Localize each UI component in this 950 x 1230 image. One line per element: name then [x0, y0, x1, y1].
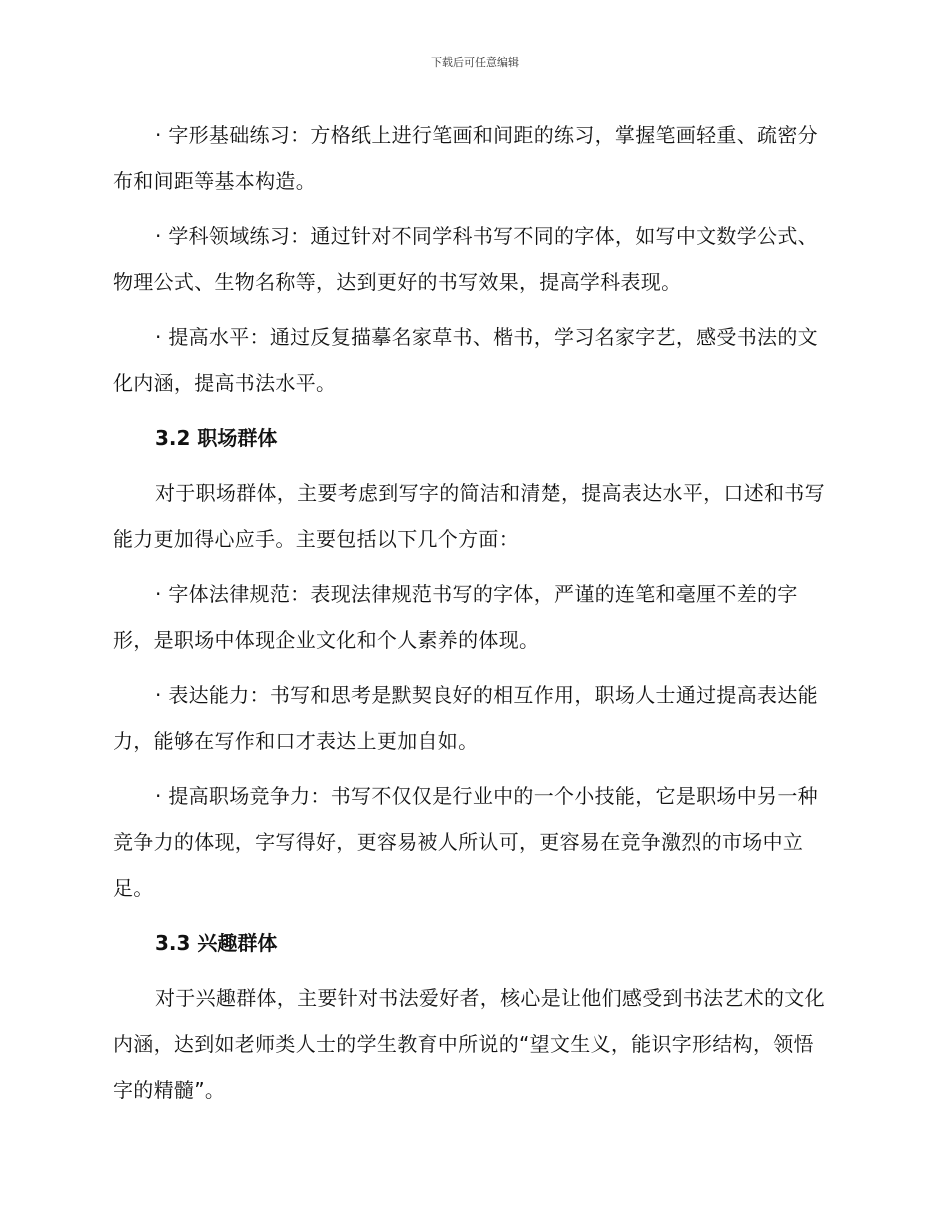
section-heading-workplace: 3.2 职场群体	[155, 426, 278, 450]
page-header: 下载后可任意编辑	[431, 56, 519, 69]
section-heading-interest: 3.3 兴趣群体	[155, 931, 278, 955]
paragraph-subject-practice: · 学科领域练习：通过针对不同学科书写不同的字体，如写中文数学公式、物理公式、生物名称等，达到更好的书写效果，提高学科表现。	[113, 224, 818, 294]
paragraph-expression: · 表达能力：书写和思考是默契良好的相互作用，职场人士通过提高表达能力，能够在写作和口才表达上更加自如。	[113, 683, 818, 753]
paragraph-glyph-practice: · 字形基础练习：方格纸上进行笔画和间距的练习，掌握笔画轻重、疏密分布和间距等基本构造。	[113, 123, 818, 193]
paragraph-improve-level: · 提高水平：通过反复描摹名家草书、楷书，学习名家字艺，感受书法的文化内涵，提高书法水平。	[113, 325, 818, 395]
paragraph-workplace-intro: 对于职场群体，主要考虑到写字的简洁和清楚，提高表达水平，口述和书写能力更加得心应手。主要包括以下几个方面：	[113, 481, 825, 551]
paragraph-competitiveness: · 提高职场竞争力：书写不仅仅是行业中的一个小技能，它是职场中另一种竞争力的体现，字写得好，更容易被人所认可，更容易在竞争激烈的市场中立足。	[113, 784, 818, 900]
paragraph-interest-intro: 对于兴趣群体，主要针对书法爱好者，核心是让他们感受到书法艺术的文化内涵，达到如老师类人士的学生教育中所说的“望文生义，能识字形结构，领悟字的精髓”。	[113, 986, 825, 1102]
paragraph-legal-standard: · 字体法律规范：表现法律规范书写的字体，严谨的连笔和毫厘不差的字形，是职场中体现企业文化和个人素养的体现。	[113, 582, 798, 652]
document-body	[113, 112, 833, 1122]
